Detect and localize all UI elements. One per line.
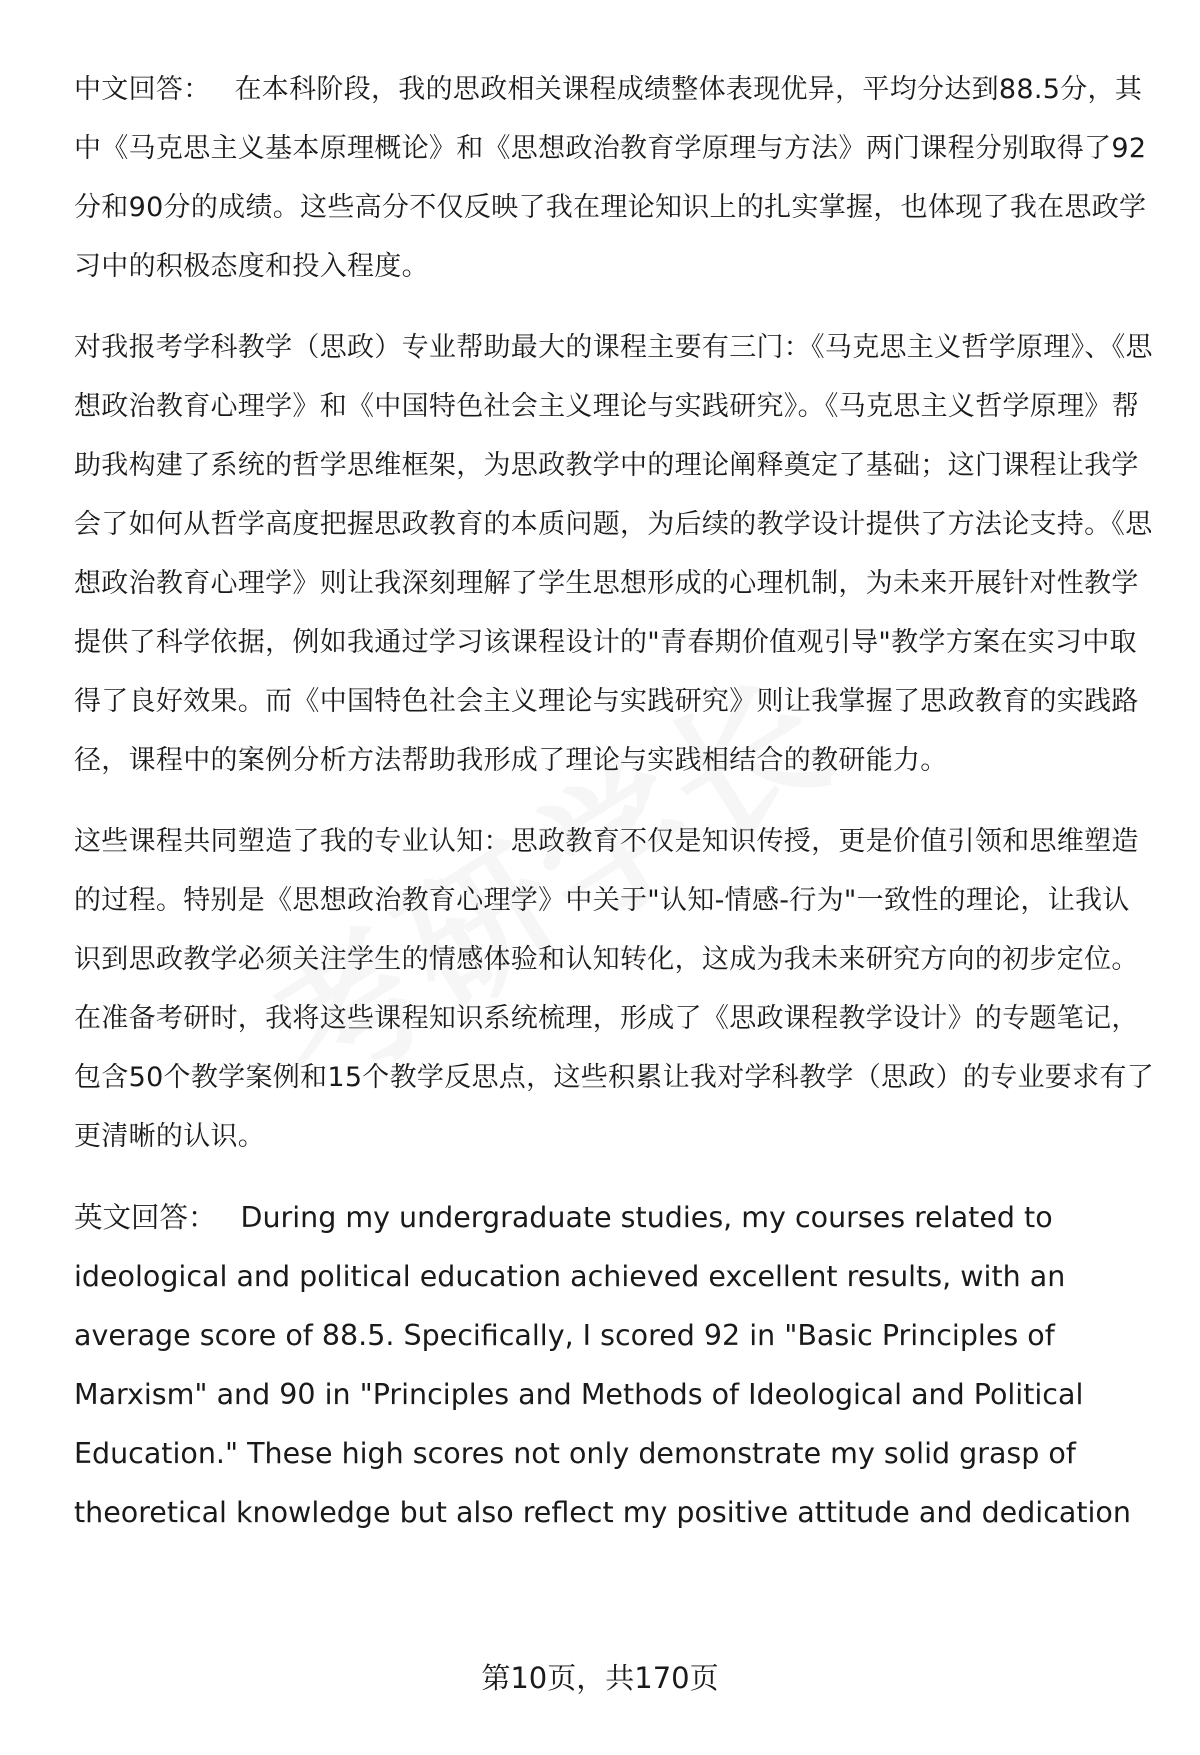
page-number-footer: 第10页，共170页: [481, 1661, 719, 1695]
answer-content: [74, 60, 1154, 1542]
chinese-answer-text-1: 在本科阶段，我的思政相关课程成绩整体表现优异，平均分达到88.5分，其中《马克思主义基本原理概论》和《思想政治教育学原理与方法》两门课程分别取得了92分和90分的成绩。这些高分不仅反映了我在理论知识上的扎实掌握，也体现了我在思政学习中的积极态度和投入程度。: [74, 74, 1147, 282]
chinese-answer-paragraph-2: 对我报考学科教学（思政）专业帮助最大的课程主要有三门：《马克思主义哲学原理》、《思想政治教育心理学》和《中国特色社会主义理论与实践研究》。《马克思主义哲学原理》帮助我构建了系统的哲学思维框架，为思政教学中的理论阐释奠定了基础；这门课程让我学会了如何从哲学高度把握思政教育的本质问题，为后续的教学设计提供了方法论支持。《思想政治教育心理学》则让我深刻理解了学生思想形成的心理机制，为未来开展针对性教学提供了科学依据，例如我通过学习该课程设计的"青春期价值观引导"教学方案在实习中取得了良好效果。而《中国特色社会主义理论与实践研究》则让我掌握了思政教育的实践路径，课程中的案例分析方法帮助我形成了理论与实践相结合的教研能力。: [74, 332, 1153, 776]
chinese-answer-paragraph-1: [74, 60, 1154, 296]
chinese-answer-paragraph-3: 这些课程共同塑造了我的专业认知：思政教育不仅是知识传授，更是价值引领和思维塑造的过程。特别是《思想政治教育心理学》中关于"认知-情感-行为"一致性的理论，让我认识到思政教学必须关注学生的情感体验和认知转化，这成为我未来研究方向的初步定位。在准备考研时，我将这些课程知识系统梳理，形成了《思政课程教学设计》的专题笔记，包含50个教学案例和15个教学反思点，这些积累让我对学科教学（思政）的专业要求有了更清晰的认识。: [74, 826, 1155, 1152]
english-answer-label: 英文回答：: [74, 1201, 217, 1234]
chinese-answer-label: 中文回答：: [74, 74, 211, 105]
english-answer-paragraph-1: [74, 1188, 1154, 1542]
english-answer-text-1: During my undergraduate studies, my courses related to ideological and political education achieved excellent results, with an average score of 88.5. Specifically, I scored 92 in "Basic Principles of Marxism" and 90 in "Principles and Methods of Ideological and Political Education." These high scores not only demonstrate my solid grasp of theoretical knowledge but also reflect my positive attitude and dedication: [74, 1201, 1131, 1529]
